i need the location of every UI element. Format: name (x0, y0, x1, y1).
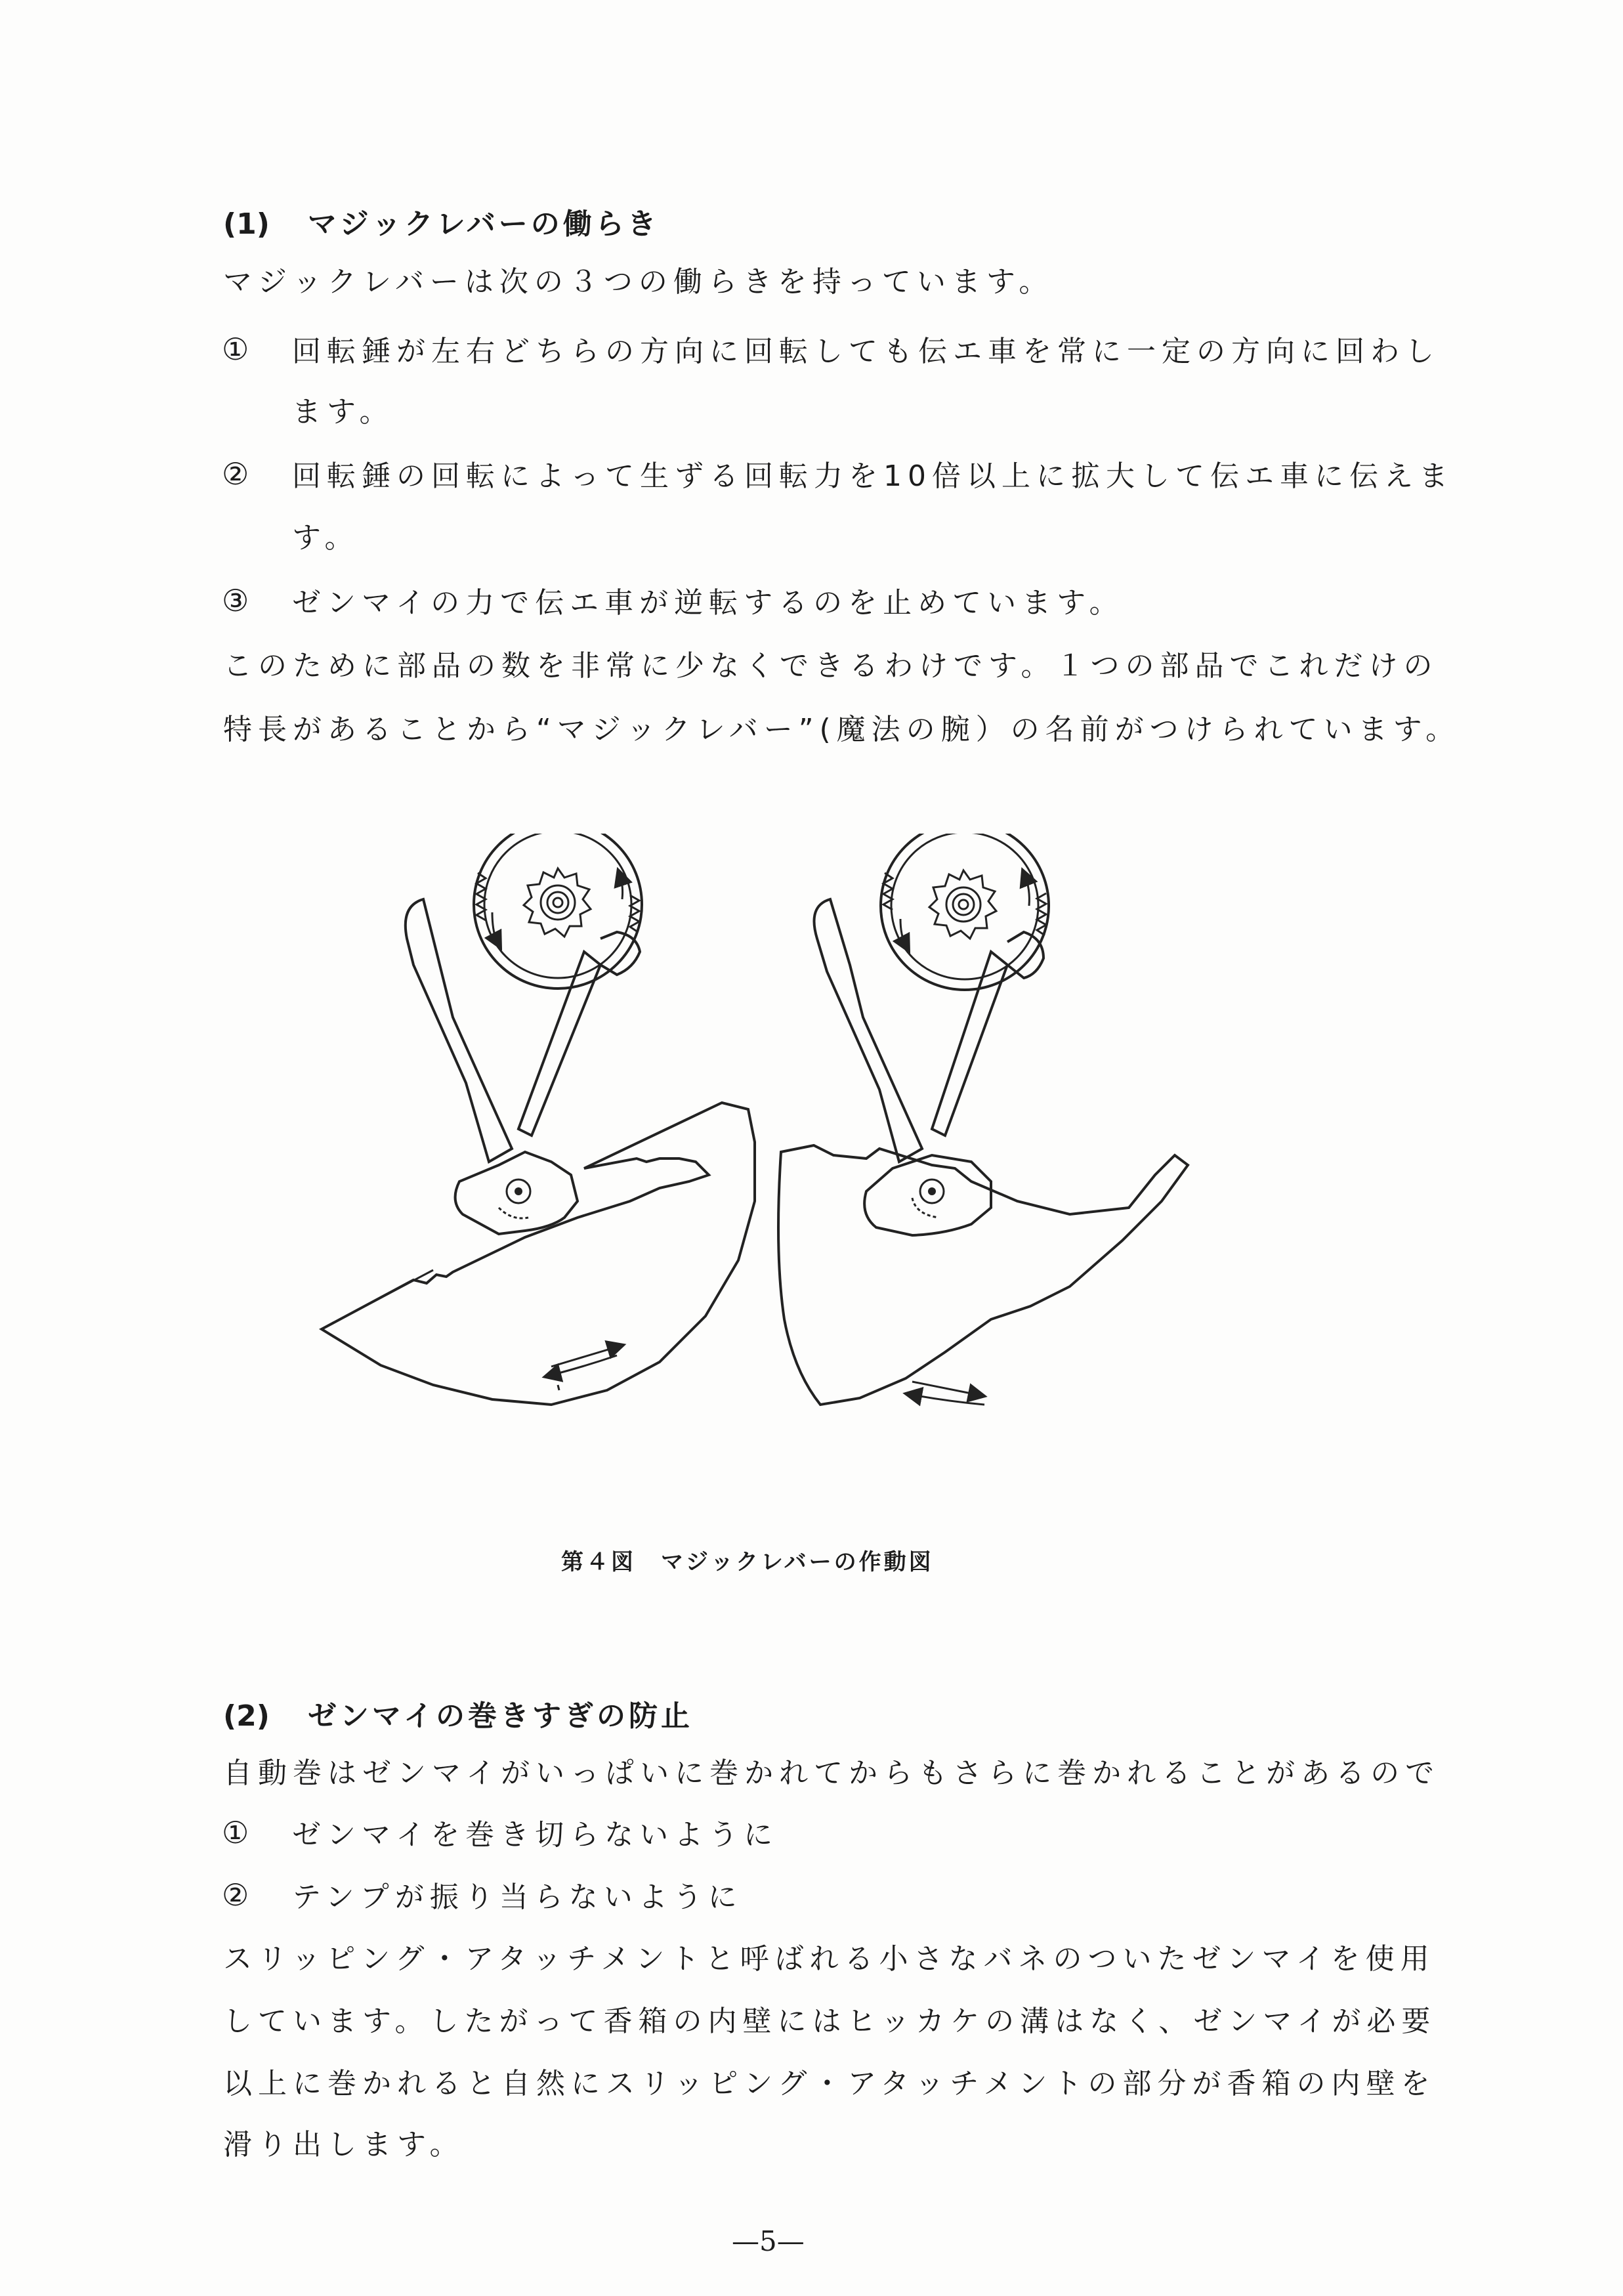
item-2-marker: ② (222, 456, 249, 492)
item-1-line-2: ます。 (292, 395, 394, 429)
section-1-intro: マジックレバーは次の３つの働らきを持っています。 (223, 265, 1054, 299)
section-1-number: (1) (223, 207, 270, 241)
section-2-item-2-marker: ② (222, 1877, 249, 1913)
section-2-item-2-text: テンプが振り当らないように (292, 1881, 743, 1914)
section-2-intro: 自動巻はゼンマイがいっぱいに巻かれてからもさらに巻かれることがあるので (223, 1756, 1441, 1790)
right-mechanism (778, 834, 1188, 1405)
left-mechanism (322, 834, 755, 1405)
closing-line-1: このために部品の数を非常に少なくできるわけです。１つの部品でこれだけの (223, 649, 1439, 683)
section-2-heading (223, 1692, 693, 1734)
section-2-item-1-marker: ① (222, 1815, 249, 1850)
item-1-line-1: 回転錘が左右どちらの方向に回転しても伝エ車を常に一定の方向に回わし (292, 335, 1440, 368)
body-line-3: 以上に巻かれると自然にスリッピング・アタッチメントの部分が香箱の内壁を (223, 2067, 1436, 2100)
item-3-line-1: ゼンマイの力で伝エ車が逆転するのを止めています。 (292, 586, 1124, 620)
section-1-title: マジックレバーの働らき (307, 207, 660, 241)
closing-line-2: 特長があることから“マジックレバー”(魔法の腕）の名前がつけられています。 (223, 713, 1461, 746)
body-line-2: しています。したがって香箱の内壁にはヒッカケの溝はなく、ゼンマイが必要 (223, 2005, 1437, 2038)
item-3-marker: ③ (222, 583, 249, 618)
item-2-line-1: 回転錘の回転によって生ずる回転力を10倍以上に拡大して伝エ車に伝えま (292, 459, 1454, 493)
section-2-item-1-text: ゼンマイを巻き切らないように (292, 1818, 779, 1852)
body-line-1: スリッピング・アタッチメントと呼ばれる小さなバネのついたゼンマイを使用 (223, 1942, 1435, 1976)
item-1-marker: ① (222, 331, 249, 367)
section-1-heading (223, 200, 660, 242)
magic-lever-diagram (302, 834, 1273, 1503)
body-line-4: 滑り出します。 (223, 2128, 465, 2161)
section-2-number: (2) (223, 1699, 270, 1733)
item-2-line-2: す。 (292, 521, 360, 555)
section-2-title: ゼンマイの巻きすぎの防止 (307, 1699, 693, 1733)
figure-caption: 第４図 マジックレバーの作動図 (561, 1549, 934, 1575)
page-number: —5— (732, 2225, 805, 2257)
